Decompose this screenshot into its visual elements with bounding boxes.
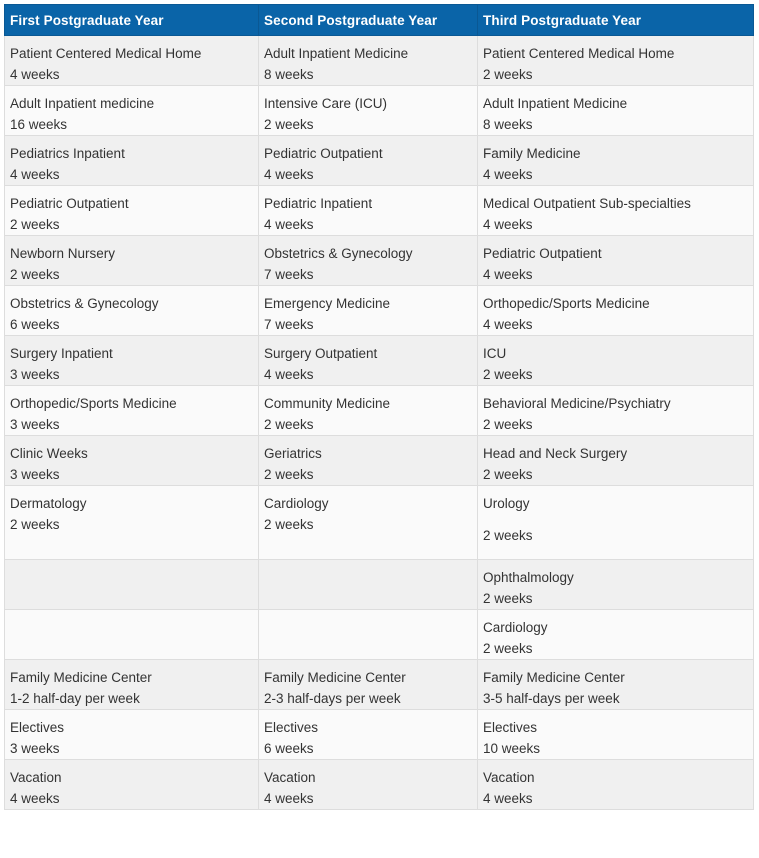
table-body	[5, 36, 754, 810]
rotation-name: Obstetrics & Gynecology	[10, 296, 159, 311]
rotation-name: Pediatric Inpatient	[264, 196, 373, 211]
table-cell	[259, 486, 478, 560]
rotation-duration: 6 weeks	[10, 317, 60, 332]
table-cell	[478, 136, 754, 186]
rotation-name: Family Medicine Center	[10, 670, 152, 685]
rotation-name: Pediatrics Inpatient	[10, 146, 125, 161]
rotation-name: Orthopedic/Sports Medicine	[483, 296, 650, 311]
table-cell	[478, 36, 754, 86]
rotation-duration: 3 weeks	[10, 467, 60, 482]
table-cell	[5, 436, 259, 486]
rotation-name: Surgery Outpatient	[264, 346, 378, 361]
rotation-name: Urology	[483, 496, 530, 511]
rotation-name: Electives	[483, 720, 538, 735]
table-cell	[5, 186, 259, 236]
rotation-name: Pediatric Outpatient	[264, 146, 383, 161]
rotation-duration: 4 weeks	[10, 791, 60, 806]
table-cell	[259, 660, 478, 710]
table-cell	[5, 236, 259, 286]
table-cell	[5, 710, 259, 760]
rotation-duration: 4 weeks	[264, 791, 314, 806]
table-row	[5, 186, 754, 236]
table-cell	[478, 610, 754, 660]
rotation-name: Family Medicine	[483, 146, 581, 161]
table-cell	[478, 386, 754, 436]
rotation-duration: 2 weeks	[483, 467, 533, 482]
rotation-duration: 3 weeks	[10, 367, 60, 382]
table-cell	[478, 286, 754, 336]
table-cell	[478, 86, 754, 136]
table-cell	[478, 336, 754, 386]
rotation-name: Ophthalmology	[483, 570, 574, 585]
rotation-duration: 4 weeks	[264, 217, 314, 232]
table-cell	[259, 710, 478, 760]
rotation-name: Electives	[10, 720, 65, 735]
rotation-name: Dermatology	[10, 496, 87, 511]
rotation-name: Geriatrics	[264, 446, 322, 461]
rotation-duration: 7 weeks	[264, 267, 314, 282]
rotation-duration: 16 weeks	[10, 117, 68, 132]
rotation-name: Intensive Care (ICU)	[264, 96, 388, 111]
rotation-duration: 4 weeks	[264, 367, 314, 382]
rotation-name: Vacation	[483, 770, 535, 785]
rotation-duration: 4 weeks	[483, 167, 533, 182]
table-cell	[5, 760, 259, 810]
rotation-name: Electives	[264, 720, 319, 735]
rotation-duration: 4 weeks	[483, 317, 533, 332]
rotation-name: Pediatric Outpatient	[10, 196, 129, 211]
rotation-name: Obstetrics & Gynecology	[264, 246, 413, 261]
rotation-duration: 2 weeks	[10, 217, 60, 232]
table-cell	[259, 286, 478, 336]
rotation-duration: 7 weeks	[264, 317, 314, 332]
rotation-name: Vacation	[264, 770, 316, 785]
table-row	[5, 560, 754, 610]
rotation-schedule-table	[4, 4, 754, 810]
rotation-duration: 2 weeks	[10, 267, 60, 282]
table-cell-empty	[259, 560, 478, 610]
table-row	[5, 436, 754, 486]
rotation-name: Surgery Inpatient	[10, 346, 113, 361]
rotation-name: Family Medicine Center	[264, 670, 406, 685]
table-row	[5, 336, 754, 386]
table-header	[5, 5, 754, 36]
rotation-duration: 2 weeks	[483, 67, 533, 82]
table-row	[5, 86, 754, 136]
rotation-name: Clinic Weeks	[10, 446, 88, 461]
table-row	[5, 610, 754, 660]
rotation-duration: 3 weeks	[10, 741, 60, 756]
table-cell	[259, 136, 478, 186]
table-cell	[478, 660, 754, 710]
table-cell	[478, 436, 754, 486]
table-cell-empty	[5, 610, 259, 660]
rotation-duration: 10 weeks	[483, 741, 541, 756]
table-cell	[259, 336, 478, 386]
rotation-duration: 2 weeks	[264, 417, 314, 432]
rotation-name: Family Medicine Center	[483, 670, 625, 685]
rotation-duration: 2 weeks	[264, 467, 314, 482]
rotation-name: Pediatric Outpatient	[483, 246, 602, 261]
table-cell	[259, 436, 478, 486]
table-row	[5, 236, 754, 286]
rotation-name: Community Medicine	[264, 396, 391, 411]
table-cell	[478, 760, 754, 810]
rotation-name: Vacation	[10, 770, 62, 785]
table-cell	[478, 486, 754, 560]
table-cell	[259, 760, 478, 810]
table-cell	[5, 660, 259, 710]
table-cell	[259, 86, 478, 136]
rotation-duration: 3 weeks	[10, 417, 60, 432]
rotation-duration: 8 weeks	[264, 67, 314, 82]
header-row	[5, 5, 754, 36]
table-cell	[259, 386, 478, 436]
table-cell	[5, 336, 259, 386]
rotation-duration: 2 weeks	[483, 417, 533, 432]
rotation-duration: 3-5 half-days per week	[483, 691, 620, 706]
table-cell-empty	[259, 610, 478, 660]
rotation-name: ICU	[483, 346, 507, 361]
rotation-name: Cardiology	[264, 496, 329, 511]
rotation-duration: 2 weeks	[483, 641, 533, 656]
rotation-duration: 2 weeks	[264, 117, 314, 132]
rotation-duration: 4 weeks	[10, 67, 60, 82]
table-row	[5, 660, 754, 710]
table-row	[5, 36, 754, 86]
table-cell	[259, 236, 478, 286]
table-row	[5, 486, 754, 560]
table-cell	[478, 236, 754, 286]
rotation-duration: 8 weeks	[483, 117, 533, 132]
rotation-duration: 4 weeks	[483, 791, 533, 806]
rotation-name: Medical Outpatient Sub-specialties	[483, 196, 691, 211]
rotation-name: Emergency Medicine	[264, 296, 391, 311]
table-row	[5, 760, 754, 810]
rotation-duration: 2 weeks	[483, 367, 533, 382]
header-first-year: First Postgraduate Year	[5, 5, 259, 36]
table-cell-empty	[5, 560, 259, 610]
table-cell	[259, 36, 478, 86]
rotation-duration: 4 weeks	[264, 167, 314, 182]
table-row	[5, 386, 754, 436]
rotation-name: Adult Inpatient Medicine	[264, 46, 409, 61]
header-third-year: Third Postgraduate Year	[478, 5, 754, 36]
rotation-name: Orthopedic/Sports Medicine	[10, 396, 177, 411]
rotation-duration: 1-2 half-day per week	[10, 691, 140, 706]
table-row	[5, 136, 754, 186]
rotation-name: Head and Neck Surgery	[483, 446, 628, 461]
rotation-duration: 4 weeks	[483, 267, 533, 282]
table-cell	[5, 136, 259, 186]
rotation-name: Adult Inpatient Medicine	[483, 96, 628, 111]
table-cell	[478, 186, 754, 236]
table-cell	[5, 86, 259, 136]
table-cell	[5, 286, 259, 336]
rotation-duration: 2 weeks	[10, 517, 60, 532]
table-row	[5, 710, 754, 760]
rotation-name: Patient Centered Medical Home	[483, 46, 675, 61]
rotation-duration: 2-3 half-days per week	[264, 691, 401, 706]
rotation-duration: 2 weeks	[264, 517, 314, 532]
rotation-duration: 4 weeks	[483, 217, 533, 232]
table-cell	[478, 710, 754, 760]
table-cell	[478, 560, 754, 610]
rotation-name: Newborn Nursery	[10, 246, 116, 261]
table-cell	[5, 386, 259, 436]
rotation-name: Adult Inpatient medicine	[10, 96, 155, 111]
table-row	[5, 286, 754, 336]
table-cell	[259, 186, 478, 236]
rotation-duration: 2 weeks	[483, 591, 533, 606]
rotation-name: Patient Centered Medical Home	[10, 46, 202, 61]
table-cell	[5, 36, 259, 86]
rotation-name: Behavioral Medicine/Psychiatry	[483, 396, 671, 411]
table-cell	[5, 486, 259, 560]
rotation-duration: 2 weeks	[483, 528, 533, 543]
rotation-name: Cardiology	[483, 620, 548, 635]
rotation-duration: 6 weeks	[264, 741, 314, 756]
header-second-year: Second Postgraduate Year	[259, 5, 478, 36]
rotation-duration: 4 weeks	[10, 167, 60, 182]
